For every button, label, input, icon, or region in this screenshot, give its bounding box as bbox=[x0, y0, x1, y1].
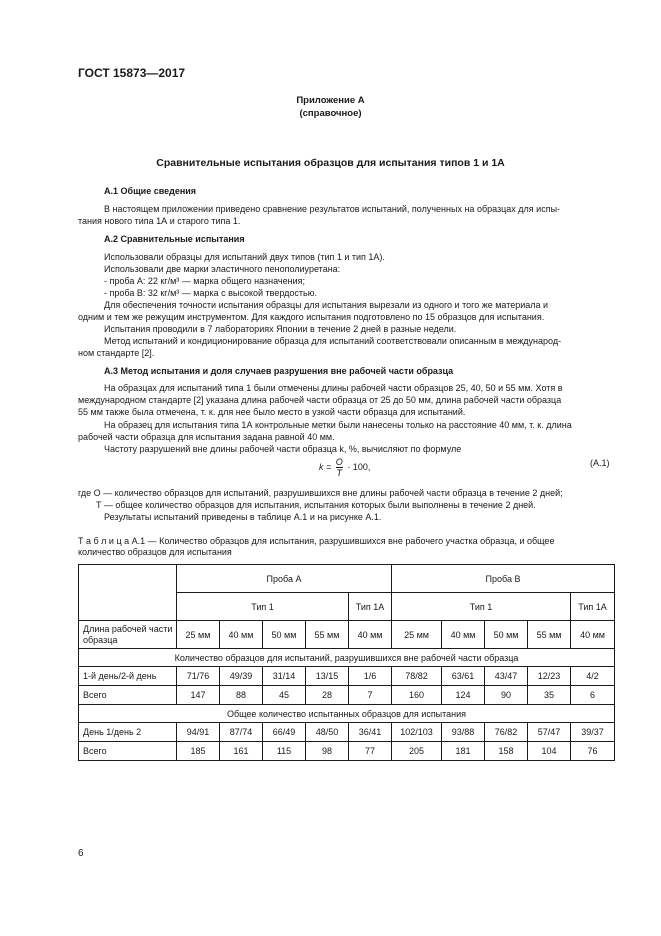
table-caption: Т а б л и ц а А.1 — Количество образцов для испытания, разрушившихся вне рабочего участка образца, и общее bbox=[78, 536, 555, 546]
heading-a2: А.2 Сравнительные испытания bbox=[104, 234, 245, 244]
table-cell: 88 bbox=[220, 686, 263, 705]
table-cell: 43/47 bbox=[485, 667, 528, 686]
type1-header: Тип 1 bbox=[392, 593, 571, 621]
text-line: международном стандарте [2] указана длина рабочей части образца от 25 до 50 мм, длина рабочей части образца bbox=[78, 395, 562, 405]
table-span-row bbox=[79, 649, 615, 667]
table-cell: 66/49 bbox=[263, 723, 306, 742]
table-cell: 102/103 bbox=[392, 723, 442, 742]
table-cell: 94/91 bbox=[177, 723, 220, 742]
table-cell: 40 мм bbox=[571, 621, 615, 649]
appendix-subtitle: (справочное) bbox=[299, 108, 362, 119]
table-cell: 40 мм bbox=[349, 621, 392, 649]
text-line: Результаты испытаний приведены в таблице А.1 и на рисунке А.1. bbox=[104, 512, 382, 522]
formula bbox=[319, 457, 370, 478]
table-cell: 50 мм bbox=[485, 621, 528, 649]
text-line: На образцах для испытаний типа 1 были отмечены длины рабочей части образцов 25, 40, 50 и 55 мм. Хотя в bbox=[104, 383, 563, 393]
table-cell: 55 мм bbox=[306, 621, 349, 649]
table-cell: 31/14 bbox=[263, 667, 306, 686]
table-cell: 205 bbox=[392, 742, 442, 761]
text-line: 55 мм также была отмечена, т. к. для нее было место в узкой части образца для испытаний. bbox=[78, 407, 466, 417]
table-cell: 160 bbox=[392, 686, 442, 705]
section-title: Сравнительные испытания образцов для испытания типов 1 и 1А bbox=[156, 157, 505, 169]
row-label: Всего bbox=[79, 742, 177, 761]
table-cell: 1/6 bbox=[349, 667, 392, 686]
text-line: тания нового типа 1А и старого типа 1. bbox=[78, 216, 241, 226]
table-cell: 7 bbox=[349, 686, 392, 705]
table-cell: 181 bbox=[442, 742, 485, 761]
table-row bbox=[79, 686, 615, 705]
table-cell: 48/50 bbox=[306, 723, 349, 742]
table-cell: 147 bbox=[177, 686, 220, 705]
table-cell: 71/76 bbox=[177, 667, 220, 686]
table-row bbox=[79, 621, 615, 649]
heading-a3: А.3 Метод испытания и доля случаев разрушения вне рабочей части образца bbox=[104, 366, 454, 376]
text-line: В настоящем приложении приведено сравнение результатов испытаний, полученных на образцах для испы- bbox=[104, 204, 561, 214]
text-line: Метод испытаний и кондиционирование образца для испытаний соответствовали описанным в международ- bbox=[104, 336, 562, 346]
span-header-1: Количество образцов для испытаний, разрушившихся вне рабочей части образца bbox=[79, 649, 615, 667]
table-cell: 90 bbox=[485, 686, 528, 705]
table-cell: 115 bbox=[263, 742, 306, 761]
table-cell: 4/2 bbox=[571, 667, 615, 686]
table-cell: 28 bbox=[306, 686, 349, 705]
table-cell: 161 bbox=[220, 742, 263, 761]
table-cell: 40 мм bbox=[442, 621, 485, 649]
appendix-title: Приложение А bbox=[296, 95, 365, 106]
table-cell: 12/23 bbox=[528, 667, 571, 686]
table-cell: 25 мм bbox=[392, 621, 442, 649]
text-line: Испытания проводили в 7 лабораториях Японии в течение 2 дней в разные недели. bbox=[104, 324, 457, 334]
table-cell: 185 bbox=[177, 742, 220, 761]
table-cell: 78/82 bbox=[392, 667, 442, 686]
table-cell: 87/74 bbox=[220, 723, 263, 742]
table-cell: 76 bbox=[571, 742, 615, 761]
table-cell: 93/88 bbox=[442, 723, 485, 742]
table-cell: 36/41 bbox=[349, 723, 392, 742]
formula-rhs: · 100, bbox=[347, 461, 371, 472]
row-label: Всего bbox=[79, 686, 177, 705]
heading-a1: А.1 Общие сведения bbox=[104, 186, 197, 196]
formula-lhs: k = bbox=[319, 461, 332, 472]
probe-b-header: Проба В bbox=[392, 565, 615, 593]
type1a-header: Тип 1А bbox=[349, 593, 392, 621]
table-cell: 39/37 bbox=[571, 723, 615, 742]
length-label-cell: Длина рабочей части образца bbox=[79, 621, 177, 649]
table-cell: 57/47 bbox=[528, 723, 571, 742]
text-line: Использовали образцы для испытаний двух типов (тип 1 и тип 1А). bbox=[104, 252, 385, 262]
table-span-row bbox=[79, 705, 615, 723]
table-cell: 158 bbox=[485, 742, 528, 761]
text-line: рабочей части образца для испытания задана равной 40 мм. bbox=[78, 432, 335, 442]
text-line: Использовали две марки эластичного пенополиуретана: bbox=[104, 264, 341, 274]
table-cell: 50 мм bbox=[263, 621, 306, 649]
page-number: 6 bbox=[78, 848, 84, 859]
equation-number: (А.1) bbox=[590, 458, 610, 468]
text-line: T — общее количество образцов для испытания, испытания которых были выполнены в течение 2 дней. bbox=[96, 500, 536, 510]
table-cell: 104 bbox=[528, 742, 571, 761]
table-cell: 13/15 bbox=[306, 667, 349, 686]
table-cell: 55 мм bbox=[528, 621, 571, 649]
table-cell: 124 bbox=[442, 686, 485, 705]
table-cell: 63/61 bbox=[442, 667, 485, 686]
span-header-2: Общее количество испытанных образцов для испытания bbox=[79, 705, 615, 723]
row-label: 1-й день/2-й день bbox=[79, 667, 177, 686]
text-line: одним и тем же режущим инструментом. Для каждого испытания подготовлено по 15 образцов для испытания. bbox=[78, 312, 545, 322]
formula-fraction bbox=[336, 457, 343, 478]
table-cell: 45 bbox=[263, 686, 306, 705]
table-cell: 35 bbox=[528, 686, 571, 705]
text-line: - проба В: 32 кг/м³ — марка с высокой твердостью. bbox=[104, 288, 317, 298]
table-cell: 98 bbox=[306, 742, 349, 761]
type1a-header: Тип 1А bbox=[571, 593, 615, 621]
table-cell: 25 мм bbox=[177, 621, 220, 649]
table-cell: 49/39 bbox=[220, 667, 263, 686]
text-line: На образец для испытания типа 1А контрольные метки были нанесены только на расстояние 40 мм, т. к. длина bbox=[104, 420, 572, 430]
text-line: - проба А: 22 кг/м³ — марка общего назначения; bbox=[104, 276, 306, 286]
table-header-row bbox=[79, 565, 615, 593]
table-cell: 6 bbox=[571, 686, 615, 705]
type1-header: Тип 1 bbox=[177, 593, 349, 621]
probe-a-header: Проба А bbox=[177, 565, 392, 593]
document-header: ГОСТ 15873—2017 bbox=[78, 66, 186, 80]
text-line: ном стандарте [2]. bbox=[78, 348, 155, 358]
table-row bbox=[79, 742, 615, 761]
row-label: День 1/день 2 bbox=[79, 723, 177, 742]
text-line: Частоту разрушений вне длины рабочей части образца k, %, вычисляют по формуле bbox=[104, 444, 462, 454]
table-cell: 40 мм bbox=[220, 621, 263, 649]
table-cell: 76/82 bbox=[485, 723, 528, 742]
text-line: где O — количество образцов для испытаний, разрушившихся вне длины рабочей части образца в течение 2 дней; bbox=[78, 488, 563, 498]
table-row bbox=[79, 667, 615, 686]
formula-numerator: O bbox=[335, 457, 343, 467]
table-corner-cell bbox=[79, 565, 177, 621]
table-row bbox=[79, 723, 615, 742]
results-table bbox=[78, 564, 615, 761]
table-caption: количество образцов для испытания bbox=[78, 547, 232, 557]
text-line: Для обеспечения точности испытания образцы для испытания вырезали из одного и того же материала и bbox=[104, 300, 549, 310]
table-cell: 77 bbox=[349, 742, 392, 761]
formula-denominator: T bbox=[336, 468, 343, 478]
